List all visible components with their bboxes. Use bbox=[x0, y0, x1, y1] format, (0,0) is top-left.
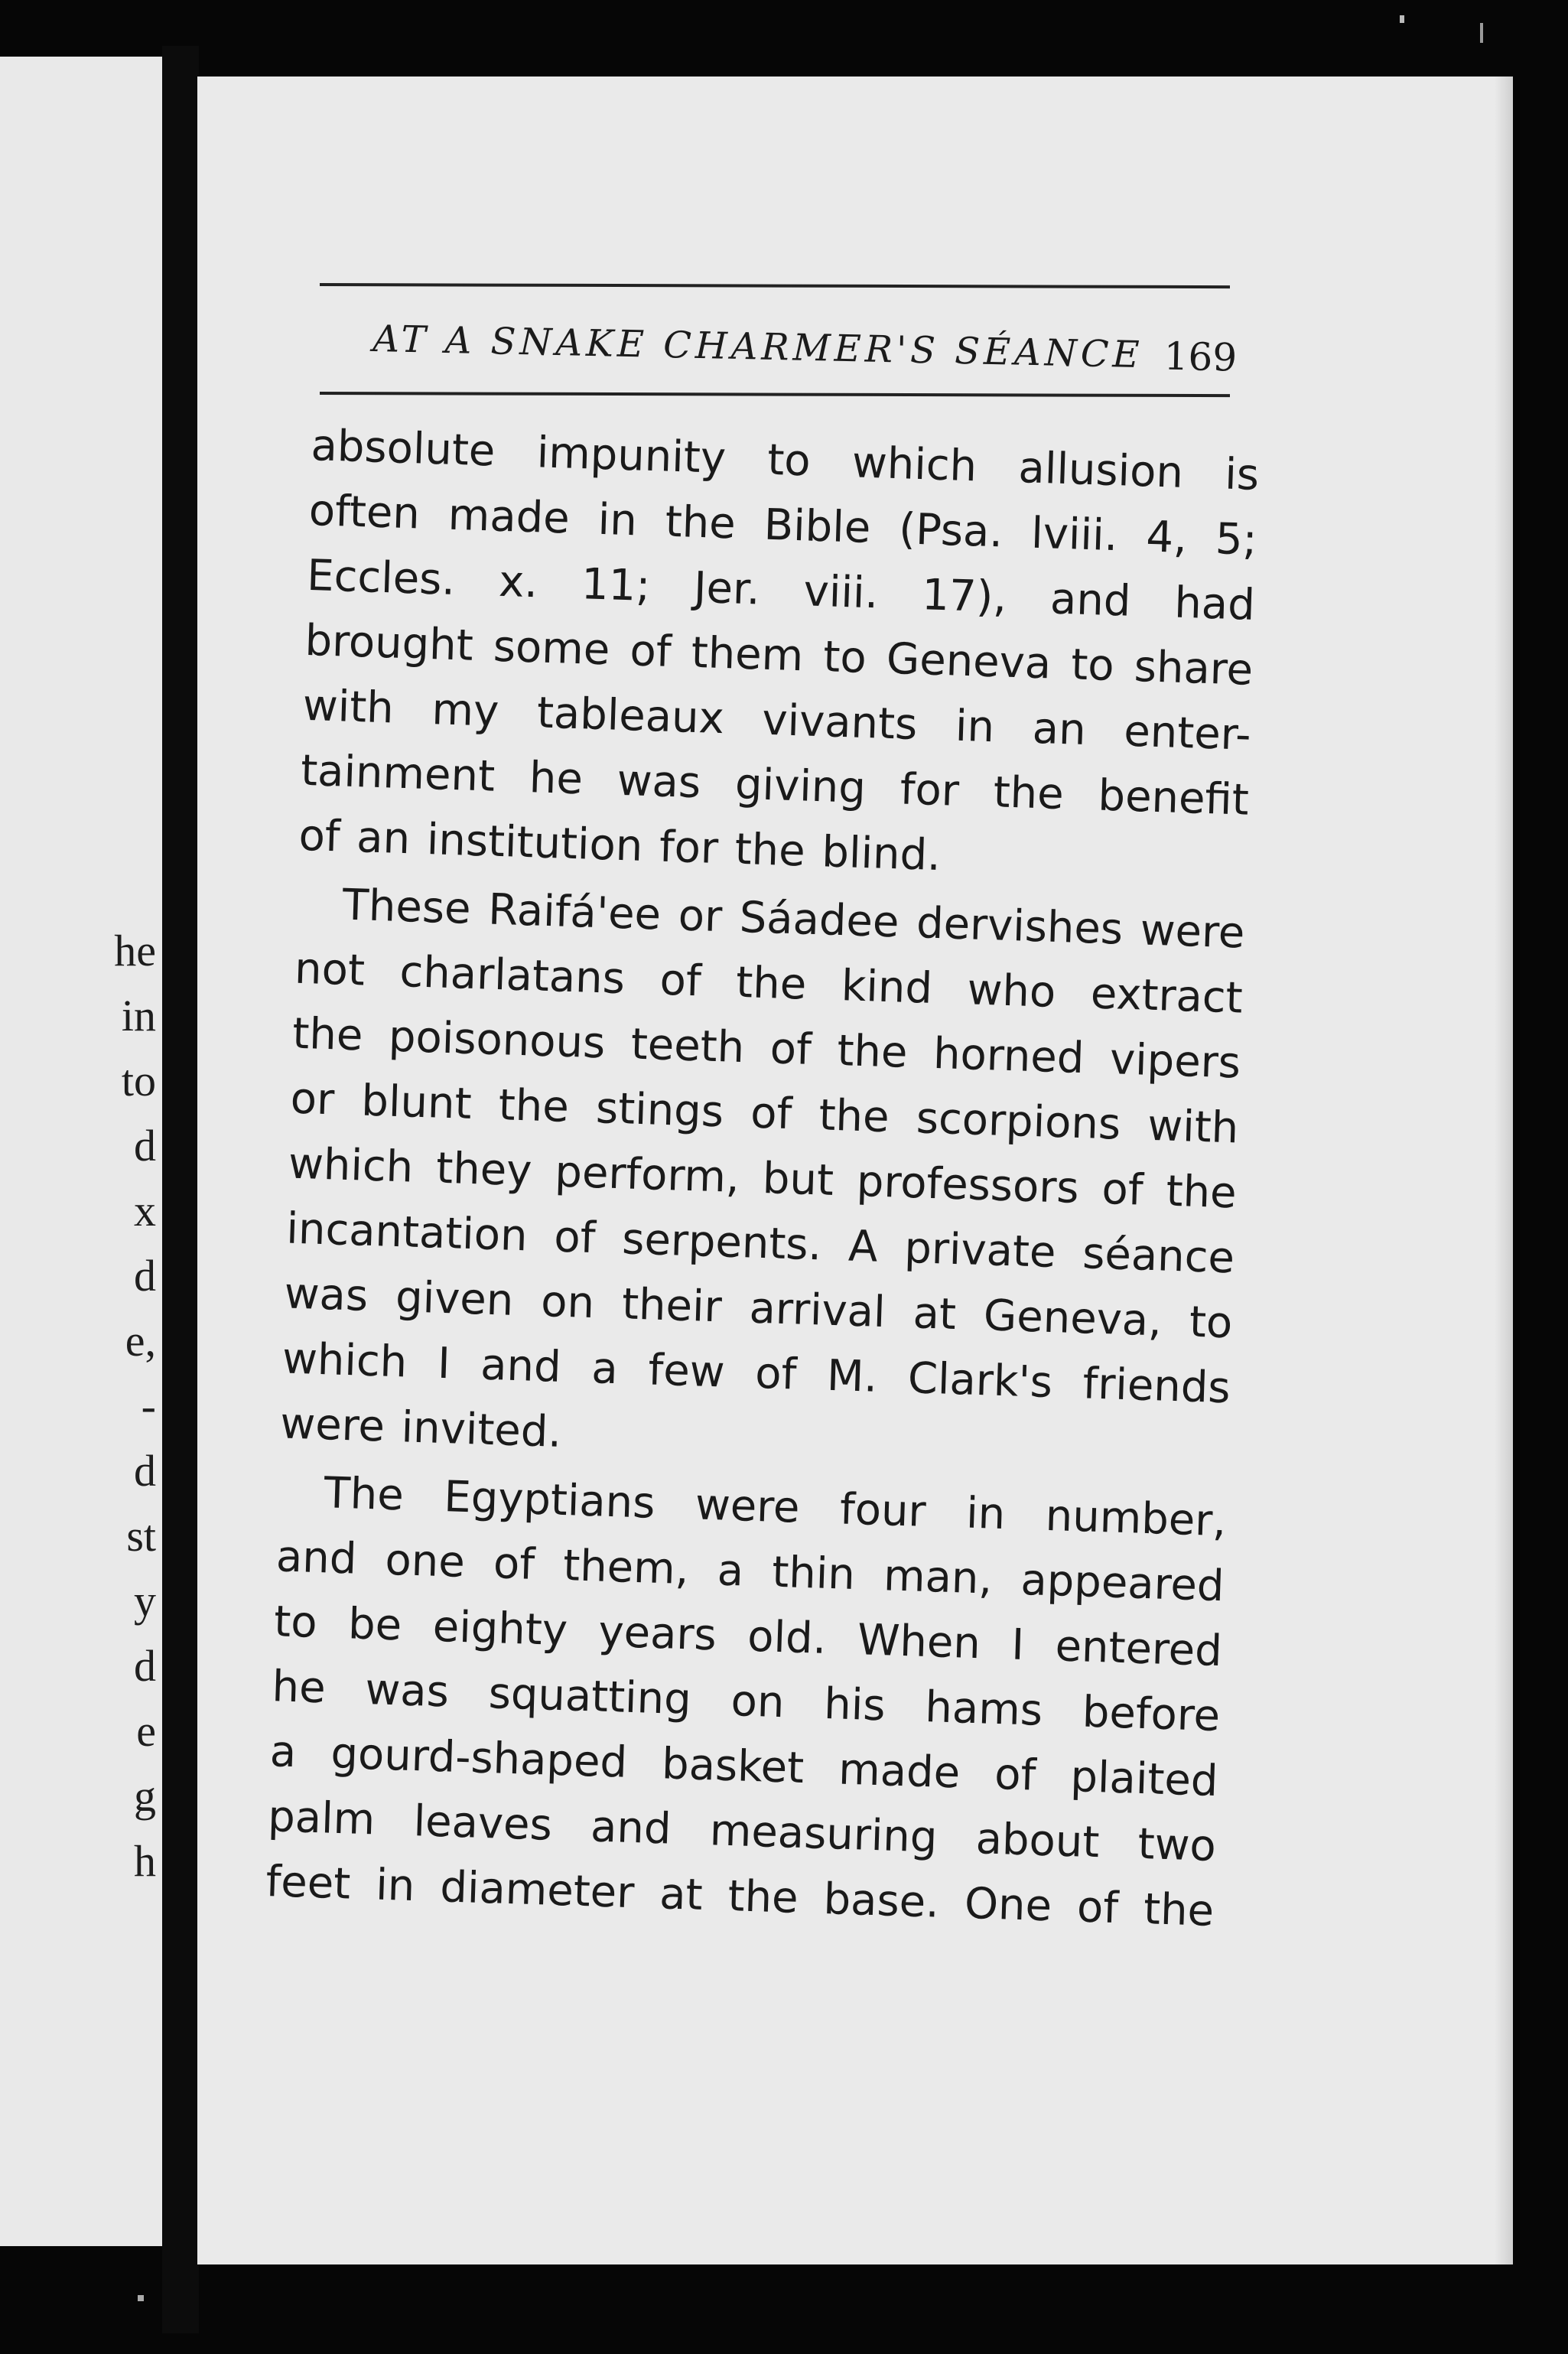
page-number: 169 bbox=[1163, 334, 1238, 380]
text-line: and one of them, a thin man, appeared bbox=[275, 1532, 1225, 1612]
text-line: Eccles. x. 11; Jer. viii. 17), and had bbox=[306, 550, 1256, 630]
left-page-fragment: d bbox=[134, 1121, 156, 1170]
text-line: feet in diameter at the base. One of the bbox=[265, 1857, 1215, 1936]
text-line: a gourd-shaped basket made of plaited bbox=[268, 1727, 1219, 1807]
text-line: were invited. bbox=[279, 1398, 563, 1457]
paragraph-3 bbox=[265, 1459, 1227, 1944]
left-page-fragment: st bbox=[126, 1511, 156, 1561]
running-title: AT A SNAKE CHARMER'S SÉANCE bbox=[372, 317, 1144, 377]
left-page-fragment: to bbox=[121, 1056, 156, 1105]
text-line: These Raifá'ee or Sáadee dervishes were bbox=[341, 880, 1246, 959]
left-page-fragment: e bbox=[136, 1706, 156, 1756]
text-line: the poisonous teeth of the horned vipers bbox=[291, 1008, 1241, 1089]
text-line: with my tableaux vivants in an enter- bbox=[301, 680, 1252, 760]
left-page-fragment: - bbox=[141, 1381, 156, 1431]
body-text bbox=[265, 413, 1260, 1944]
left-page-fragment: d bbox=[134, 1641, 156, 1691]
text-line: incantation of serpents. A private séance bbox=[285, 1203, 1235, 1284]
text-line: tainment he was giving for the benefit bbox=[300, 745, 1250, 825]
text-line: often made in the Bible (Psa. lviii. 4, 5; bbox=[307, 485, 1258, 565]
left-page-fragment: y bbox=[134, 1576, 156, 1626]
text-line: to be eighty years old. When I entered bbox=[273, 1597, 1223, 1677]
text-line: palm leaves and measuring about two bbox=[267, 1792, 1217, 1872]
paragraph-2 bbox=[279, 871, 1245, 1486]
left-page-fragment: e, bbox=[125, 1316, 156, 1366]
left-page-fragment: x bbox=[134, 1186, 156, 1236]
left-page-fragment: in bbox=[121, 991, 156, 1040]
book-gutter bbox=[162, 46, 199, 2333]
previous-page-edge bbox=[0, 57, 162, 2246]
text-line: brought some of them to Geneva to share bbox=[304, 615, 1254, 695]
text-line: which they perform, but professors of the bbox=[288, 1138, 1238, 1219]
text-line: was given on their arrival at Geneva, to bbox=[283, 1268, 1234, 1349]
scan-dust bbox=[138, 2295, 144, 2301]
scan-dust bbox=[1400, 15, 1404, 23]
left-page-fragment: d bbox=[134, 1251, 156, 1301]
left-page-fragment: he bbox=[114, 926, 156, 975]
left-page-fragment: d bbox=[134, 1446, 156, 1496]
left-page-fragment: h bbox=[134, 1836, 156, 1886]
text-line: absolute impunity to which allusion is bbox=[310, 420, 1261, 500]
scan-dust bbox=[1480, 23, 1483, 43]
text-line: he was squatting on his hams before bbox=[271, 1662, 1222, 1742]
text-line: or blunt the stings of the scorpions with bbox=[289, 1073, 1240, 1154]
book-page bbox=[197, 77, 1513, 2264]
text-line: of an institution for the blind. bbox=[298, 810, 942, 881]
paragraph-1 bbox=[298, 413, 1260, 898]
header-rule-top bbox=[320, 283, 1230, 288]
text-line: The Egyptians were four in number, bbox=[323, 1468, 1228, 1547]
text-line: which I and a few of M. Clark's friends bbox=[281, 1333, 1231, 1414]
text-line: not charlatans of the kind who extract bbox=[294, 943, 1244, 1024]
left-page-fragment: g bbox=[134, 1771, 156, 1821]
